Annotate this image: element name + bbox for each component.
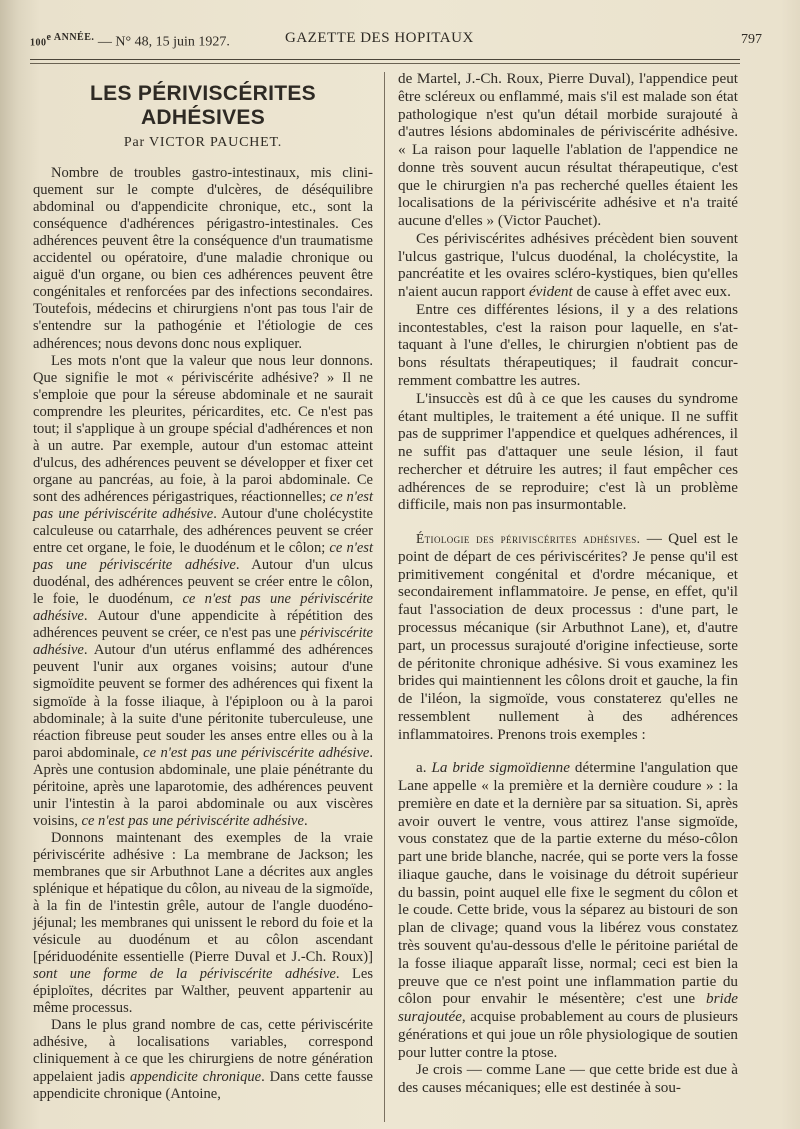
paragraph-text: Ces périviscérites adhésives précèdent bien souvent l'ulcus gastrique, l'ulcus duodénal, la cholécystite, la pancréatite et les ovaires scléro-kystiques, bien qu'elles n'aient aucun rapport bbox=[398, 229, 738, 301]
paragraph bbox=[33, 353, 373, 830]
paragraph bbox=[398, 301, 738, 390]
paragraph-text: de Martel, J.-Ch. Roux, Pierre Duval), l'appendice peut être scléreux ou enflammé, mais s'il est malade son état pathologique n'est qu'un détail morbide surajouté à d'autres lésions abdominales de périviscérite adhésive. « La raison pour laquelle l'ablation de l'appendice ne donne très souvent aucun résultat thérapeutique, c'est que le chirurgien n'a pas recherché quelles étaient les localisations de la périviscérite adhésive et n'a traité aucune d'elles » (Victor Pauchet). bbox=[398, 70, 738, 230]
paragraph bbox=[33, 165, 373, 353]
paragraph bbox=[398, 390, 738, 514]
article-author: Par VICTOR PAUCHET. bbox=[123, 135, 283, 150]
paragraph-text: de cause à effet avec eux. bbox=[572, 283, 731, 301]
italic-text: ce n'est pas une périviscérite adhésive bbox=[33, 591, 373, 625]
italic-text: appendicite chronique bbox=[129, 1068, 262, 1085]
paragraph-text: . Après une contusion abdominale, une plaie pénétrante du péritoine, après une laparotomie, des adhérences peuvent unir l'intestin à la paroi abdominale ou aux viscères voisins, bbox=[33, 744, 374, 829]
paragraph-text: L'insuccès est dû à ce que les causes du syndrome étant multiples, le traitement a été unique. Il ne suffit pas de supprimer l'appendice et quelques adhérences, il ne suffit pas d'attaquer une seule lésion, il faut rechercher et détruire les autres; il faut empêcher ces adhérences de se reproduire; c'est là un problème difficile, mais non pas insurmontable. bbox=[398, 389, 738, 514]
year-label: 100 bbox=[30, 37, 47, 49]
paragraph bbox=[398, 759, 738, 1061]
paragraph bbox=[398, 530, 738, 743]
paragraph-text: , acquise probablement au cours de plusieurs générations et qui joue un rôle physiologique de soutien pour lutter contre la ptose. bbox=[398, 1008, 738, 1061]
italic-text: La bride sigmoïdienne bbox=[431, 759, 570, 777]
paragraph-text: Les mots n'ont que la valeur que nous leur donnons. Que signifie le mot « périviscérite adhésive? » Il ne s'emploie que pour la séreuse abdominale et ne saurait comprendre les pleurites, péricardites, etc. Ce n'est pas tout; il s'applique à un groupe spécial d'adhérences et non à un autre. Par exemple, autour d'un estomac atteint d'ulcus, des adhérences peuvent se développer et fixer cet organe au pancréas, au foie, à la paroi abdominale. Ce sont des adhérences périgastriques, réactionnelles; bbox=[33, 352, 373, 505]
paragraph bbox=[33, 1017, 373, 1102]
page-number: 797 bbox=[741, 32, 762, 47]
left-column bbox=[33, 70, 373, 1103]
italic-text: périviscérite adhésive bbox=[33, 625, 373, 659]
paragraph-text: — Quel est le point de départ de ces périviscérites? Je pense qu'il est primitivement congénital et d'ordre mécanique, et secondairement inflammatoire. Je pense, en effet, qu'il faut l'association de deux processus : d'une part, le processus mécanique (sir Arbuthnot Lane), et, d'autre part, un processus surajouté d'origine infectieuse, sorte de péritonite chronique adhésive. Si vous examinez les brides qui maintiennent les côlons droit et gauche, la fin de l'iléon, la sigmoïde, vous constaterez qu'elles ne ressemblent nullement à des adhérences inflammatoires. Prenons trois exemples : bbox=[398, 530, 738, 743]
paragraph-text: . Autour d'un ulcus duodénal, des adhérences peuvent se créer entre le côlon, le foie, le duodénum, bbox=[33, 557, 373, 608]
paragraph bbox=[398, 70, 738, 230]
issue-number-date: — N° 48, 15 juin 1927. bbox=[97, 34, 230, 50]
paragraph-text: Je crois — comme Lane — que cette bride est due à des causes mécaniques; elle est destinée à sou- bbox=[398, 1061, 738, 1097]
header-rule-bottom bbox=[30, 63, 740, 64]
paragraph-text: Nombre de troubles gastro-intestinaux, mis cliniquement sur le compte d'ulcères, de déséquilibre abdominal ou d'appendicite chronique, etc., sont la conséquence d'adhérences périgastro-intestinales. Ces adhérences peuvent être la conséquence d'un traumatisme accidentel ou opératoire, d'une maladie chronique ou aiguë d'un organe, ou bien ces adhérences peuvent être congénitales et renforcées par des infections secondaires. Toutefois, médecins et chirurgiens n'ont pas tous l'air de s'entendre sur la pathogénie et l'étiologie de ces adhérences; nous devons donc nous expliquer. bbox=[33, 165, 373, 352]
italic-text: bride surajoutée bbox=[398, 990, 738, 1026]
italic-text: ce n'est pas une périviscérite adhésive bbox=[33, 488, 373, 522]
italic-text: ce n'est pas une périviscérite adhésive bbox=[33, 540, 374, 574]
paragraph-text: Entre ces différentes lésions, il y a des relations incontestables, c'est la raison pour laquelle, en s'attaquant à l'une d'elles, le chirurgien n'obtient pas de bons résultats thérapeutiques; il faudrait concurremment combattre les autres. bbox=[398, 300, 738, 390]
paragraph-text: . Les épiploïtes, décrites par Walther, peuvent appartenir au même processus. bbox=[33, 966, 374, 1017]
journal-title: GAZETTE DES HOPITAUX bbox=[285, 30, 474, 46]
column-divider bbox=[384, 72, 385, 1122]
paragraph-text: Donnons maintenant des exemples de la vraie périviscérite adhésive : La membrane de Jackson; les membranes que sir Arbuthnot Lane a décrites aux angles splénique et hépatique du côlon, au niveau de la sigmoïde, à la fin de l'intestin grêle, autour de l'angle duodéno-jéjunal; les membranes qui unissent le rebord du foie et la vésicule au duodénum et au côlon ascendant [périduodénite essentielle (Pierre Duval et J.-Ch. Roux)] bbox=[33, 829, 373, 966]
paragraph bbox=[398, 1061, 738, 1097]
italic-text: ce n'est pas une périviscérite adhésive bbox=[81, 812, 304, 829]
italic-text: ce n'est pas une périviscérite adhésive bbox=[143, 744, 370, 761]
issue-info bbox=[30, 32, 230, 51]
paragraph-text: détermine l'angulation que Lane appelle « la première et la dernière coudure » : la première en date et la dernière par sa situation. Si, après avoir ouvert le ventre, vous attirez l'anse sigmoïde, vous constatez que de la partie externe du méso-côlon part une bride blanche, nacrée, qui se porte vers la fosse iliaque gauche, dans le voisinage du détroit supérieur du bassin, point auquel elle fixe le segment du côlon et le coude. Cette bride, vous la séparez au bistouri de son plan de clivage; quand vous la libérez vous constatez très souvent qu'au-dessous d'elle le péritoine pariétal de la fosse iliaque apparaît lisse, normal; ceci est bien la preuve que ce n'est point une inflammation partie du côlon pour envahir le mésentère; c'est une bbox=[398, 759, 738, 1008]
paragraph-text: . Autour d'une cholécystite calculeuse ou catarrhale, des adhérences peuvent se créer entre cet organe, le foie, le duodénum et le côlon; bbox=[33, 505, 373, 557]
paragraph-text: . bbox=[303, 812, 308, 829]
page-header bbox=[30, 30, 762, 52]
right-column bbox=[398, 70, 738, 1097]
italic-text: sont une forme de la périviscérite adhésive bbox=[33, 966, 336, 983]
paragraph bbox=[398, 230, 738, 301]
year-suffix: e ANNÉE. bbox=[46, 32, 95, 43]
italic-text: évident bbox=[528, 283, 573, 301]
header-rule-top bbox=[30, 59, 740, 60]
paragraph-text: . Autour d'un utérus enflammé des adhérences peuvent l'unir aux organes voisins; autour d'une sigmoïdite peuvent se former des adhérences qui fixent la sigmoïde à la fosse iliaque, à l'épiploon ou à la paroi abdominale; à la suite d'une péritonite tuberculeuse, une réaction fibreuse peut souder les anses entre elles ou à la paroi abdominale, bbox=[33, 642, 373, 761]
section-heading: Étiologie des périviscérites adhésives. bbox=[416, 531, 641, 547]
paragraph-text: . Dans cette fausse appendicite chronique (Antoine, bbox=[33, 1068, 373, 1102]
paragraph bbox=[33, 830, 373, 1018]
list-marker: a. bbox=[416, 759, 432, 777]
paragraph-text: . Autour d'une appendicite à répétition des adhérences peuvent se créer, ce n'est pas une bbox=[33, 608, 373, 642]
article-title: LES PÉRIVISCÉRITES ADHÉSIVES bbox=[90, 82, 316, 129]
paragraph-text: Dans le plus grand nombre de cas, cette périviscérite adhésive, à localisations variables, correspond cliniquement à ce que les chirurgiens de notre génération appelaient jadis bbox=[33, 1017, 373, 1085]
